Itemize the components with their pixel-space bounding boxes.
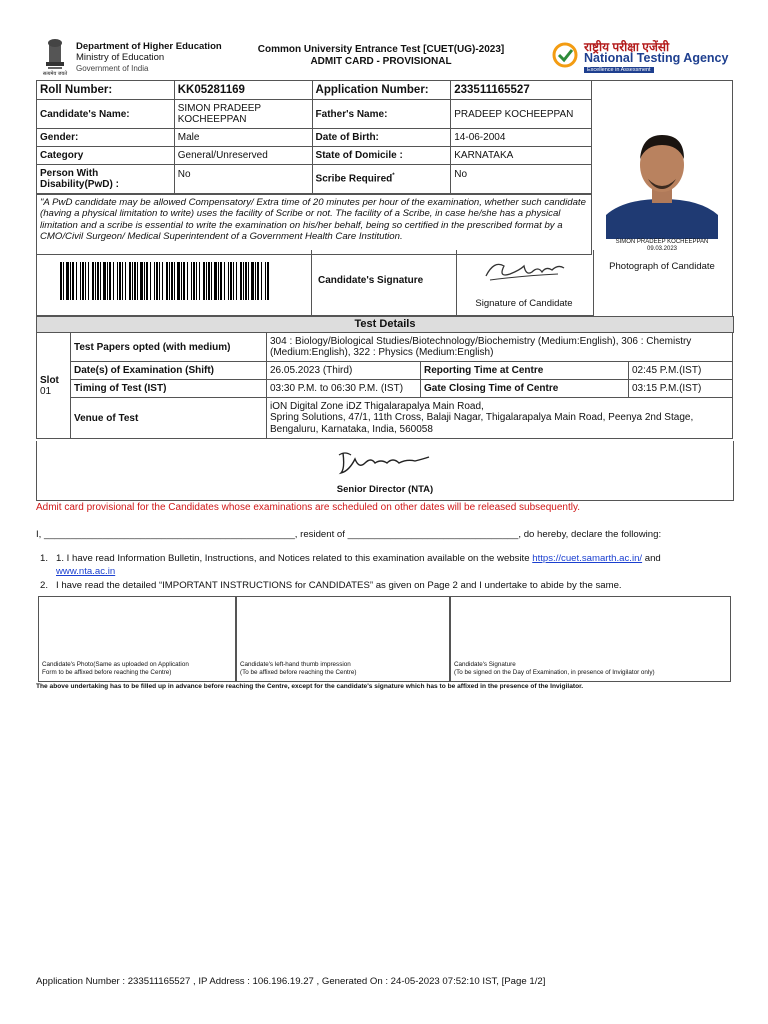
test-papers-value: 304 : Biology/Biological Studies/Biotechnology/Biochemistry (Medium:English), 306 : Chemistry (Medium:English), 322 : Physics (Medium:English)	[267, 333, 733, 362]
thumb-impression-box: Candidate's left-hand thumb impression (To be affixed before reaching the Centre)	[236, 596, 450, 682]
gender-label: Gender:	[37, 129, 175, 147]
photo-affix-box: Candidate's Photo(Same as uploaded on Application Form to be affixed before reaching the Centre)	[38, 596, 236, 682]
nta-logo-icon	[552, 42, 578, 68]
undertaking-note: The above undertaking has to be filled up in advance before reaching the Centre, except for the candidate's signature which has to be affixed in the presence of the Invigilator.	[36, 683, 584, 690]
gate-closing-value: 03:15 P.M.(IST)	[629, 380, 733, 398]
candidate-photo	[604, 123, 720, 239]
declaration-point-2: I have read the detailed “IMPORTANT INSTRUCTIONS for CANDIDATES” as given on Page 2 and I undertake to abide by the same.	[56, 580, 622, 591]
exam-date-value: 26.05.2023 (Third)	[267, 362, 421, 380]
exam-title: Common University Entrance Test [CUET(UG)-2023]	[257, 44, 505, 55]
barcode	[60, 262, 272, 300]
candidate-signature-image	[480, 254, 572, 286]
reporting-time-value: 02:45 P.M.(IST)	[629, 362, 733, 380]
nta-website-link[interactable]: www.nta.ac.in	[56, 565, 116, 577]
venue-value: iON Digital Zone iDZ Thigalarapalya Main Road, Spring Solutions, 47/1, 11th Cross, Balaji Nagar, Thigalarapalya Main Road, Peenya 2nd Stage, Bengaluru, Karnataka, India, 560058	[267, 398, 733, 439]
scribe-label: Scribe Required*	[312, 165, 451, 194]
nta-tagline: Excellence in Assessment	[584, 67, 654, 73]
declaration-point-1: 1. I have read Information Bulletin, Instructions, and Notices related to this examination available on the website https://cuet.samarth.ac.in/ and www.nta.ac.in	[56, 553, 661, 577]
declaration-point-1-num: 1.	[40, 553, 49, 564]
ministry-name: Ministry of Education	[76, 52, 165, 63]
gender-value: Male	[174, 129, 312, 147]
department-name: Department of Higher Education	[76, 41, 222, 52]
director-signature-image	[335, 449, 435, 477]
pwd-label: Person With Disability(PwD) :	[37, 165, 175, 194]
cuet-website-link[interactable]: https://cuet.samarth.ac.in/	[532, 553, 643, 564]
signature-caption: Signature of Candidate	[475, 298, 573, 309]
signature-row	[36, 250, 592, 316]
category-label: Category	[37, 147, 175, 165]
roll-number-label: Roll Number:	[37, 81, 175, 100]
father-name-label: Father's Name:	[312, 100, 451, 129]
dob-value: 14-06-2004	[451, 129, 592, 147]
pwd-value: No	[174, 165, 312, 194]
category-value: General/Unreserved	[174, 147, 312, 165]
father-name-value: PRADEEP KOCHEEPPAN	[451, 100, 592, 129]
senior-director-label: Senior Director (NTA)	[336, 484, 434, 495]
page-footer: Application Number : 233511165527 , IP Address : 106.196.19.27 , Generated On : 24-05-2023 07:52:10 IST, [Page 1/2]	[36, 976, 546, 987]
provisional-note: Admit card provisional for the Candidates whose examinations are scheduled on other dates will be released subsequently.	[36, 502, 581, 513]
test-details-heading: Test Details	[36, 316, 734, 333]
candidate-name-label: Candidate's Name:	[37, 100, 175, 129]
admit-card-title: ADMIT CARD - PROVISIONAL	[310, 56, 452, 67]
test-timing-label: Timing of Test (IST)	[71, 380, 267, 398]
emblem-caption: सत्यमेव जयते	[42, 71, 68, 77]
ministry-header	[40, 38, 240, 82]
reporting-time-label: Reporting Time at Centre	[421, 362, 629, 380]
candidate-info-table	[36, 80, 592, 194]
venue-label: Venue of Test	[71, 398, 267, 439]
roll-number-value: KK05281169	[174, 81, 312, 100]
test-timing-value: 03:30 P.M. to 06:30 P.M. (IST)	[267, 380, 421, 398]
domicile-value: KARNATAKA	[451, 147, 592, 165]
gate-closing-label: Gate Closing Time of Centre	[421, 380, 629, 398]
signature-affix-box: Candidate's Signature (To be signed on the Day of Examination, in presence of Invigilator only)	[450, 596, 731, 682]
domicile-label: State of Domicile :	[312, 147, 451, 165]
exam-date-label: Date(s) of Examination (Shift)	[71, 362, 267, 380]
test-details-table	[36, 332, 733, 439]
application-number-label: Application Number:	[312, 81, 451, 100]
photo-label: Photograph of Candidate	[609, 261, 715, 272]
director-block	[36, 441, 734, 501]
declaration-point-2-num: 2.	[40, 580, 49, 591]
nta-hindi-name: राष्ट्रीय परीक्षा एजेंसी	[584, 40, 670, 54]
photo-panel	[592, 80, 733, 318]
pwd-note: "A PwD candidate may be allowed Compensatory/ Extra time of 20 minutes per hour of the examination, whether such candidate (having a physical limitation to write) uses the facility of Scribe or not. The facility of a Scribe, in case he/she has a physical limitation and a scribe is essential to write the examination on his/her behalf, being so certified in the prescribed format by a CMO/Civil Surgeon/ Medical Superintendent of a Government Health Care Institution.	[36, 194, 592, 255]
candidate-name-value: SIMON PRADEEP KOCHEEPPAN	[174, 100, 312, 129]
government-name: Government of India	[76, 64, 149, 73]
scribe-value: No	[451, 165, 592, 194]
declaration-line: I, _______________________________________________, resident of ________________________________, do hereby, declare the following:	[36, 529, 662, 540]
test-papers-label: Test Papers opted (with medium)	[71, 333, 267, 362]
nta-name: National Testing Agency	[584, 51, 729, 65]
photo-caption: SIMON PRADEEP KOCHEEPPAN 09.03.2023	[615, 239, 709, 252]
application-number-value: 233511165527	[451, 81, 592, 100]
nta-logo-block	[552, 38, 742, 78]
exam-title-block	[236, 44, 526, 68]
candidate-signature-label: Candidate's Signature	[318, 275, 424, 286]
dob-label: Date of Birth:	[312, 129, 451, 147]
slot-cell: Slot 01	[37, 333, 71, 439]
